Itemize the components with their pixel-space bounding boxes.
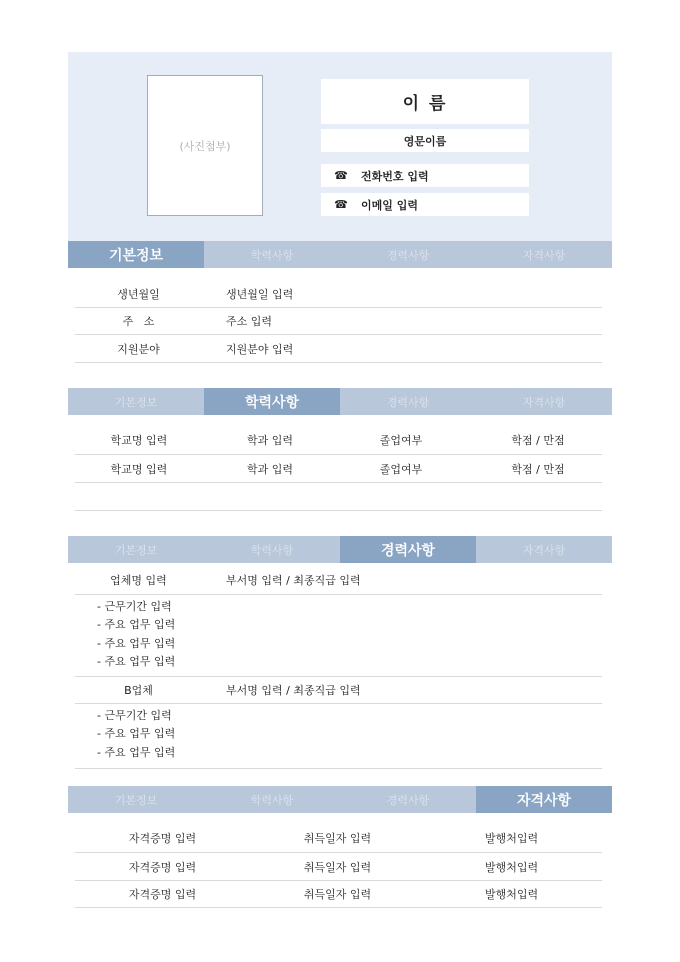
department-position: 부서명 입력 / 최종직급 입력 (226, 573, 361, 587)
tab-basic-info[interactable]: 기본정보 (114, 395, 158, 409)
issuer: 발행처입력 (485, 860, 539, 874)
company-name: B업체 (124, 684, 153, 697)
main-duty: - 주요 업무 입력 (97, 654, 176, 668)
table-row (75, 853, 602, 881)
tab-certificates[interactable]: 자격사항 (476, 786, 612, 813)
main-duty: - 주요 업무 입력 (97, 618, 176, 632)
table-row (75, 565, 602, 595)
photo-placeholder-label: (사진첨부) (179, 139, 231, 153)
school-name: 학교명 입력 (110, 434, 168, 447)
certificate-name: 자격증명 입력 (128, 888, 197, 901)
tab-career[interactable]: 경력사항 (386, 395, 430, 409)
table-row (75, 308, 602, 335)
english-name-field: 영문이름 (321, 129, 529, 152)
birthdate-label: 생년월일 (117, 287, 160, 301)
acquisition-date: 취득일자 입력 (303, 860, 372, 874)
email-label: 이메일 입력 (361, 198, 418, 212)
tab-certificates[interactable]: 자격사항 (522, 248, 566, 262)
certificates-tabbar (68, 786, 612, 813)
tab-education[interactable]: 학력사항 (250, 793, 294, 807)
table-row-empty (75, 483, 602, 511)
address-label: 주 소 (122, 315, 155, 328)
work-period: - 근무기간 입력 (97, 600, 172, 613)
phone-icon: ☎ (334, 169, 348, 182)
main-duty: - 주요 업무 입력 (97, 727, 176, 741)
career-tabbar (68, 536, 612, 563)
issuer: 발행처입력 (485, 832, 539, 845)
table-row (75, 881, 602, 908)
career-details (75, 707, 602, 769)
graduation-status: 졸업여부 (379, 462, 423, 476)
name-field: 이 름 (321, 79, 529, 124)
address-value: 주소 입력 (226, 315, 273, 328)
certificate-name: 자격증명 입력 (128, 860, 197, 874)
work-period: - 근무기간 입력 (97, 709, 172, 722)
phone-label: 전화번호 입력 (361, 169, 429, 183)
table-row (75, 280, 602, 308)
education-tabbar (68, 388, 612, 415)
phone-field (321, 164, 529, 187)
basic-info-tabbar (68, 241, 612, 268)
table-row (75, 335, 602, 363)
table-row (75, 824, 602, 853)
tab-career[interactable]: 경력사항 (340, 536, 476, 563)
major: 학과 입력 (246, 462, 293, 476)
major: 학과 입력 (246, 434, 293, 447)
career-details (75, 597, 602, 677)
gpa: 학점 / 만점 (511, 434, 565, 447)
photo-placeholder[interactable] (147, 75, 263, 216)
school-name: 학교명 입력 (110, 462, 168, 476)
tab-education[interactable]: 학력사항 (204, 388, 340, 415)
gpa: 학점 / 만점 (511, 462, 565, 476)
certificate-name: 자격증명 입력 (128, 832, 197, 845)
tab-career[interactable]: 경력사항 (386, 793, 430, 807)
table-row (75, 426, 602, 455)
email-field (321, 193, 529, 216)
tab-basic-info[interactable]: 기본정보 (68, 241, 204, 268)
company-name: 업체명 입력 (110, 573, 167, 587)
main-duty: - 주요 업무 입력 (97, 636, 176, 650)
birthdate-value: 생년월일 입력 (226, 287, 294, 301)
graduation-status: 졸업여부 (379, 434, 423, 447)
tab-certificates[interactable]: 자격사항 (522, 543, 566, 557)
tab-education[interactable]: 학력사항 (250, 543, 294, 557)
issuer: 발행처입력 (485, 888, 539, 901)
table-row (75, 455, 602, 483)
tab-certificates[interactable]: 자격사항 (522, 395, 566, 409)
tab-basic-info[interactable]: 기본정보 (114, 543, 158, 557)
field-value: 지원분야 입력 (226, 342, 294, 356)
main-duty: - 주요 업무 입력 (97, 745, 176, 759)
field-label: 지원분야 (117, 342, 160, 356)
tab-education[interactable]: 학력사항 (250, 248, 294, 262)
email-phone-icon: ☎ (334, 198, 348, 211)
tab-career[interactable]: 경력사항 (386, 248, 430, 262)
acquisition-date: 취득일자 입력 (303, 832, 372, 845)
department-position: 부서명 입력 / 최종직급 입력 (226, 684, 361, 697)
tab-basic-info[interactable]: 기본정보 (114, 793, 158, 807)
table-row (75, 677, 602, 704)
acquisition-date: 취득일자 입력 (303, 888, 372, 901)
